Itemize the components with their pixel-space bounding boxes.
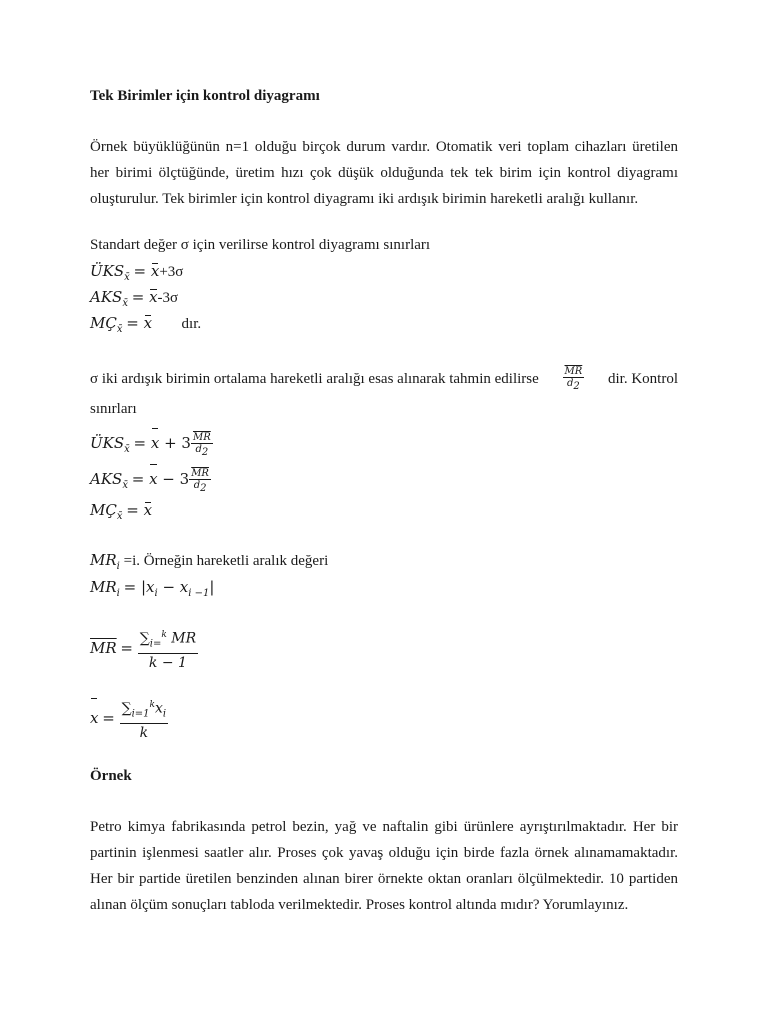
plus-three-sigma: +3σ: [159, 264, 184, 280]
formula-uks-estimated: $ÜKS_{x̄} = x + 3$ $\frac{\overline{MR}}{d_2}$: [90, 426, 213, 467]
dir-suffix: dır.: [181, 316, 202, 332]
section-title: Tek Birimler için kontrol diyagramı: [90, 88, 320, 104]
formula-mc-standard: $MÇ_{x̄} = x$ dır.: [90, 314, 202, 335]
sigma-para-part-a: σ iki ardışık birimin ortalama hareketli aralığı esas alınarak tahmin edilirse: [90, 371, 539, 387]
mr-over-d2-fraction: $\frac{\overline{MR}}{d_2}$: [564, 366, 583, 392]
aks-label: AKS: [90, 288, 123, 306]
intro-paragraph: Örnek büyüklüğünün n=1 olduğu birçok durum vardır. Otomatik veri toplam cihazları üretilen her birimi ölçtüğünde, üretim hızı çok düşük olduğunda tek tek birim için kontrol diyagramı oluşturulur. Tek birimler için kontrol diyagramı iki ardışık birimin hareketli aralığı kullanır.: [90, 139, 678, 207]
formula-x-bar: x = $\frac{\sum_{i=1}^kx_i}{k}$: [90, 696, 168, 743]
example-heading: Örnek: [90, 768, 132, 784]
formula-uks-standard: $ÜKS_{x̄} = x+3\sigma$: [90, 262, 184, 283]
sigma-para-part-b: dir. Kontrol: [608, 371, 678, 387]
formula-mr-i: $MR_i = |x_i - x_{i -1}|$: [90, 578, 215, 599]
standard-value-intro: Standart değer σ için verilirse kontrol diyagramı sınırları: [90, 237, 431, 253]
minus-three-sigma: -3σ: [157, 290, 179, 306]
document-page: [90, 0, 678, 1024]
formula-aks-estimated: $AKS_{x̄} = x - 3$ $\frac{\overline{MR}}{d_2}$: [90, 462, 211, 503]
mr-definition: $MR_i =i$. Örneğin hareketli aralık değeri: [90, 551, 329, 572]
sigma-estimate-paragraph: [90, 362, 678, 422]
uks-label: ÜKS: [90, 262, 125, 280]
formula-mc-estimated: $MÇ_{x̄} = x$: [90, 501, 153, 522]
example-paragraph: Petro kimya fabrikasında petrol bezin, yağ ve naftalin gibi ürünlere ayrıştırılmaktadır. Her bir partinin işlenmesi saatler alır. Proses çok yavaş olduğu için birde fazla örnek alınamamaktadır. Her bir partide üretilen benzinden alınan birer örnekte oktan oranları ölçülmektedir. 10 partiden alınan ölçüm sonuçları tabloda verilmektedir. Proses kontrol altında mıdır? Yorumlayınız.: [90, 819, 678, 913]
sigma-para-part-c: sınırları: [90, 401, 137, 417]
mc-label: MÇ: [90, 314, 117, 332]
formula-mr-bar: $\overline{MR}$ = $\frac{\sum_{i=}^k MR}{k - 1}$: [90, 626, 198, 673]
mr-definition-text: =i. Örneğin hareketli aralık değeri: [123, 553, 329, 569]
formula-aks-standard: $AKS_{x̄} = x-3\sigma$: [90, 288, 179, 309]
